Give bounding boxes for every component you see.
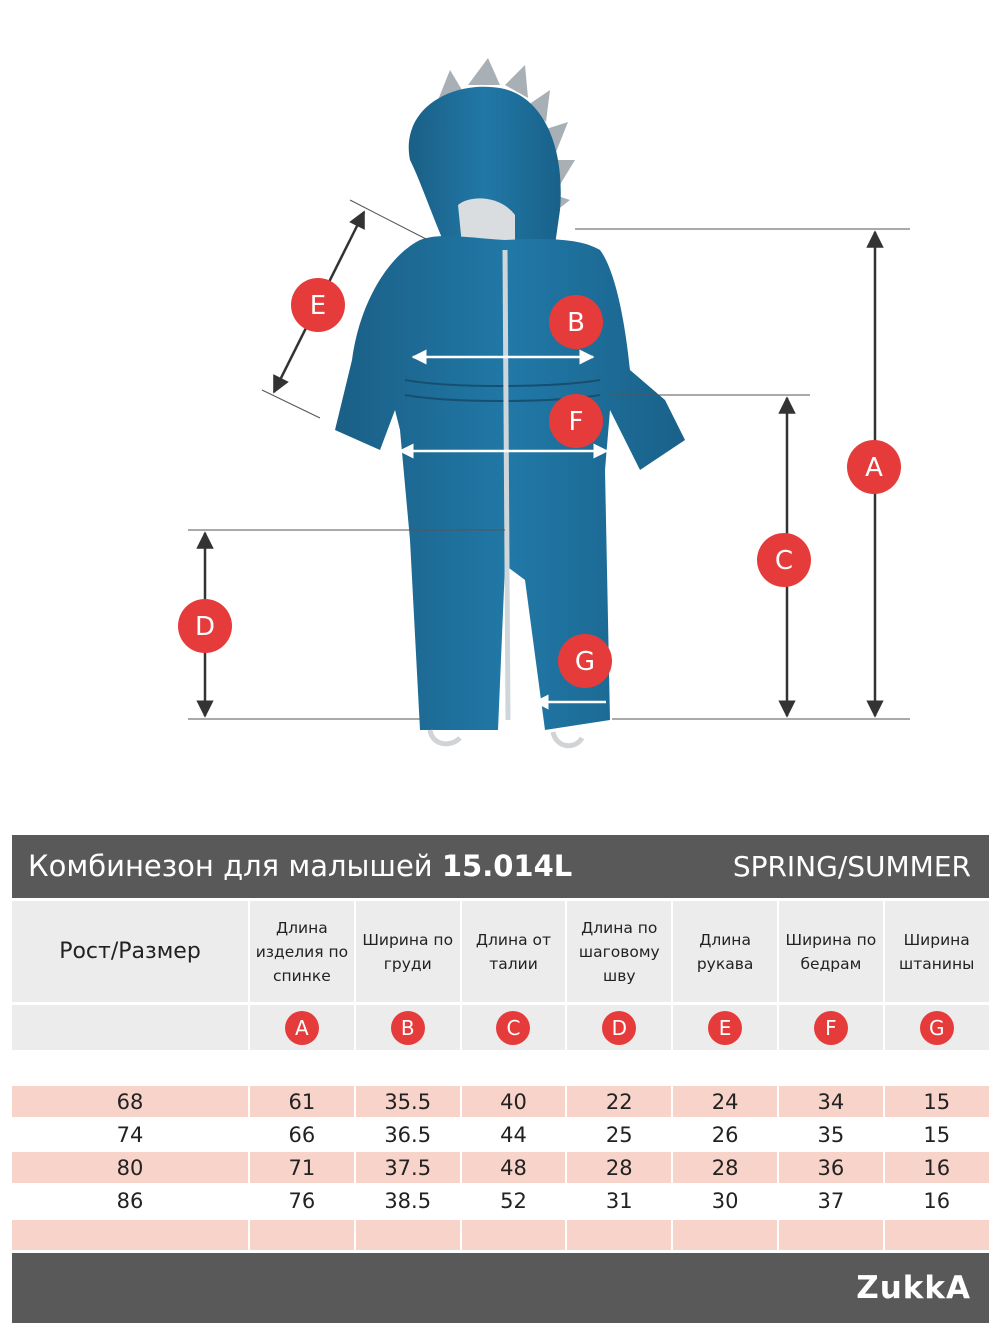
letter-cell <box>462 1005 566 1050</box>
empty-row-cell <box>673 1220 777 1250</box>
letter-badge-b: B <box>391 1011 425 1045</box>
row-value: 15 <box>923 1122 951 1147</box>
letter-badge-f: F <box>814 1011 848 1045</box>
row-value: 66 <box>288 1122 316 1147</box>
label-e <box>291 278 345 332</box>
row-value: 28 <box>567 1152 671 1183</box>
row-value: 44 <box>500 1122 527 1147</box>
row-value: 34 <box>779 1086 883 1117</box>
row-value: 71 <box>250 1152 354 1183</box>
row-value: 25 <box>605 1122 633 1147</box>
row-value: 26 <box>711 1122 739 1147</box>
zipper <box>505 250 508 720</box>
row-value: 16 <box>923 1188 951 1213</box>
foot-straps <box>430 730 582 746</box>
letter-blank <box>12 1005 248 1050</box>
letter-cell <box>356 1005 460 1050</box>
row-value: 40 <box>462 1086 566 1117</box>
letter-cell <box>250 1005 354 1050</box>
label-a <box>847 440 901 494</box>
header-a: Длина изделия по спинке <box>250 901 354 1002</box>
row-value: 37 <box>817 1188 845 1213</box>
season-label: SPRING/SUMMER <box>732 850 971 883</box>
empty-row-cell <box>250 1220 354 1250</box>
row-size: 68 <box>12 1086 248 1117</box>
letter-badge-c: C <box>496 1011 530 1045</box>
product-title <box>28 835 572 898</box>
svg-text:D: D <box>194 612 216 642</box>
letter-cell <box>567 1005 671 1050</box>
row-value: 36 <box>779 1152 883 1183</box>
label-c <box>757 533 811 587</box>
letter-badge-g: G <box>920 1011 954 1045</box>
letter-cell <box>779 1005 883 1050</box>
svg-text:A: A <box>865 453 883 483</box>
header-b: Ширина по груди <box>356 901 460 1002</box>
label-g <box>558 634 612 688</box>
letter-badge-d: D <box>602 1011 636 1045</box>
row-value: 48 <box>462 1152 566 1183</box>
label-b <box>549 295 603 349</box>
empty-row-cell <box>356 1220 460 1250</box>
empty-row-cell <box>462 1220 566 1250</box>
row-value: 24 <box>673 1086 777 1117</box>
product-model: 15.014L <box>441 849 573 883</box>
footer-bar <box>12 1253 989 1323</box>
row-value: 36.5 <box>384 1122 432 1147</box>
header-e: Длина рукава <box>673 901 777 1002</box>
table-header-bar <box>12 835 989 898</box>
letter-cell <box>885 1005 989 1050</box>
letter-badge-a: A <box>285 1011 319 1045</box>
label-f <box>549 394 603 448</box>
row-value: 76 <box>288 1188 316 1213</box>
header-f: Ширина по бедрам <box>779 901 883 1002</box>
svg-text:G: G <box>574 647 596 677</box>
row-size: 80 <box>12 1152 248 1183</box>
header-d: Длина по шаговому шву <box>567 901 671 1002</box>
row-value: 35 <box>817 1122 845 1147</box>
size-table <box>12 901 989 1251</box>
header-size: Рост/Размер <box>12 901 248 1002</box>
empty-row-cell <box>567 1220 671 1250</box>
row-value: 31 <box>605 1188 633 1213</box>
empty-row-cell <box>12 1220 248 1250</box>
svg-text:C: C <box>774 546 794 576</box>
row-value: 52 <box>500 1188 527 1213</box>
row-value: 37.5 <box>356 1152 460 1183</box>
svg-text:B: B <box>567 308 585 338</box>
row-size: 74 <box>116 1122 144 1147</box>
letter-badge-e: E <box>708 1011 742 1045</box>
svg-text:E: E <box>309 291 327 321</box>
row-value: 38.5 <box>384 1188 432 1213</box>
brand-logo: ZukkA <box>856 1270 971 1306</box>
row-value: 35.5 <box>356 1086 460 1117</box>
header-c: Длина от талии <box>462 901 566 1002</box>
empty-row-cell <box>779 1220 883 1250</box>
label-d <box>178 599 232 653</box>
row-value: 22 <box>567 1086 671 1117</box>
empty-row-cell <box>885 1220 989 1250</box>
header-g: Ширина штанины <box>885 901 989 1002</box>
row-value: 15 <box>885 1086 989 1117</box>
row-value: 30 <box>711 1188 739 1213</box>
letter-cell <box>673 1005 777 1050</box>
product-name: Комбинезон для малышей <box>28 849 433 883</box>
row-value: 28 <box>673 1152 777 1183</box>
row-value: 61 <box>250 1086 354 1117</box>
row-size: 86 <box>116 1188 144 1213</box>
row-value: 16 <box>885 1152 989 1183</box>
svg-text:F: F <box>568 407 584 437</box>
